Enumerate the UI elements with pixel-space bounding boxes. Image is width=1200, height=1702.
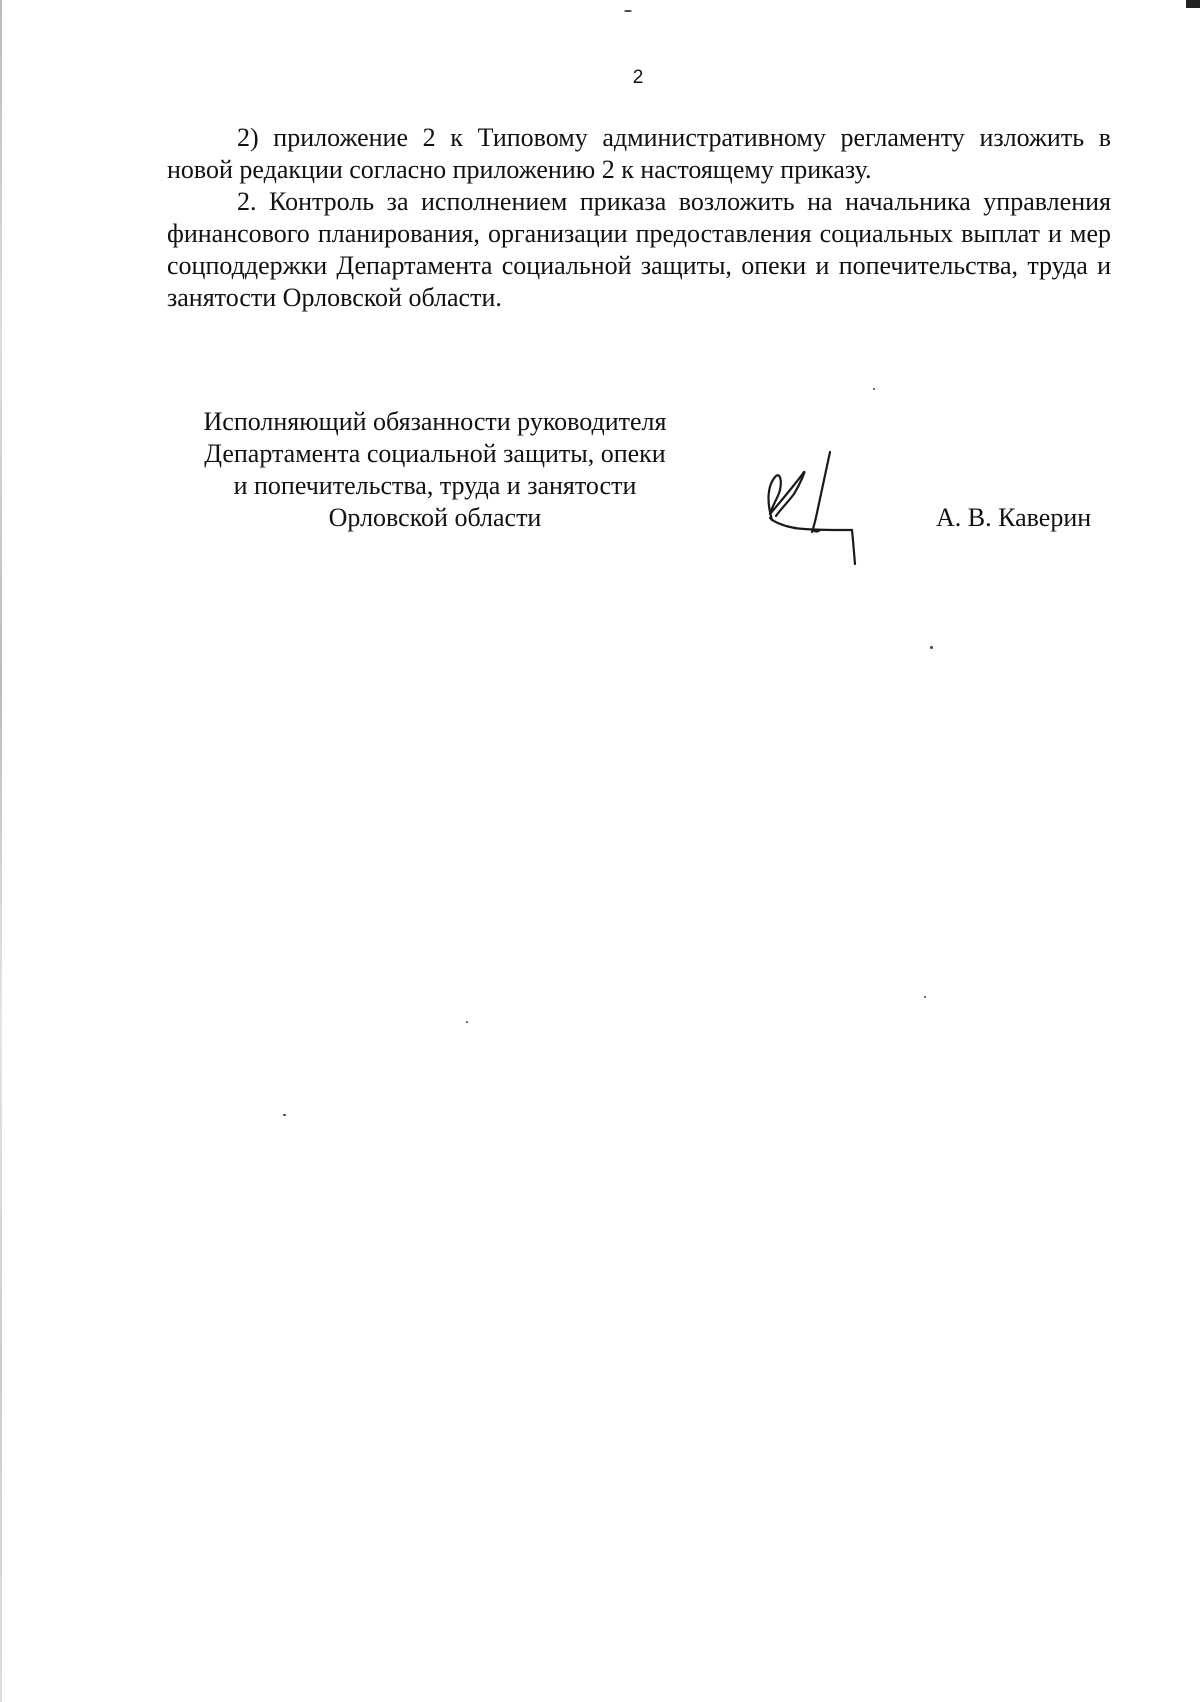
paragraph-2: 2. Контроль за исполнением приказа возложить на начальника управления финансового планирования, организации предоставления социальных выплат и мер соцподдержки Департамента социальной защиты, опеки и попечительства, труда и занятости Орловской области. (167, 187, 1111, 312)
scan-speck (930, 646, 933, 649)
position-line-1: Исполняющий обязанности руководителя (203, 407, 667, 436)
signer-name: А. В. Каверин (936, 503, 1092, 532)
signatory-position (160, 406, 710, 534)
paragraph-1: 2) приложение 2 к Типовому административному регламенту изложить в новой редакции согласно приложению 2 к настоящему приказу. (167, 123, 1111, 184)
scan-speck (283, 1114, 286, 1116)
position-line-4: Орловской области (328, 503, 542, 532)
scan-speck (873, 388, 875, 390)
scan-speck (924, 996, 926, 998)
page-number: 2 (632, 67, 644, 88)
scan-corner-mark (1186, 0, 1200, 8)
scan-speck (466, 1021, 468, 1023)
position-line-3: и попечительства, труда и занятости (233, 471, 637, 500)
handwritten-signature-icon (760, 440, 880, 570)
position-line-2: Департамента социальной защиты, опеки (204, 439, 666, 468)
scan-speck (624, 10, 632, 12)
scan-edge-left (0, 0, 2, 1702)
